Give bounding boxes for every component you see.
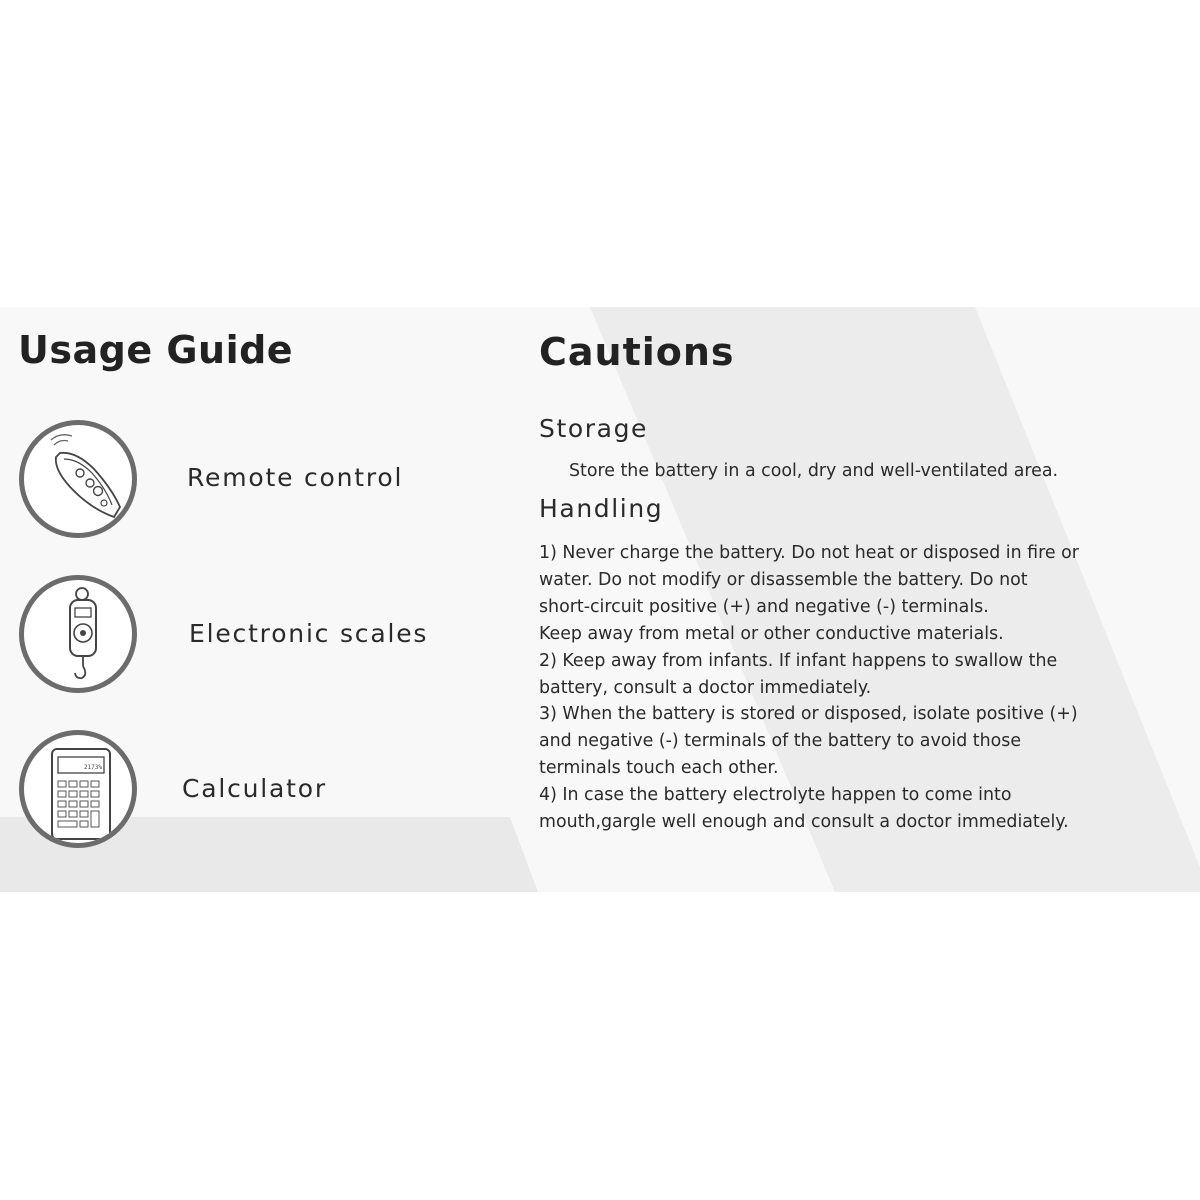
usage-label-electronic-scales: Electronic scales [189, 619, 429, 648]
usage-label-calculator: Calculator [182, 774, 327, 803]
handling-line: mouth,gargle well enough and consult a doctor immediately. [539, 812, 1069, 833]
handling-text [539, 540, 1169, 836]
calculator-display: 2173% [83, 764, 102, 771]
handling-heading: Handling [539, 494, 664, 523]
handling-line: battery, consult a doctor immediately. [539, 677, 872, 698]
remote-control-icon [19, 420, 137, 538]
electronic-scale-icon [19, 575, 137, 693]
handling-line: water. Do not modify or disassemble the battery. Do not [539, 569, 1028, 590]
cautions-title: Cautions [539, 330, 735, 374]
handling-line: 4) In case the battery electrolyte happen to come into [539, 785, 1012, 806]
handling-line: 2) Keep away from infants. If infant happens to swallow the [539, 650, 1058, 671]
handling-line: short-circuit positive (+) and negative (-) terminals. [539, 596, 989, 617]
handling-line: terminals touch each other. [539, 758, 779, 779]
usage-guide-title: Usage Guide [18, 328, 294, 372]
calculator-icon [19, 730, 137, 848]
handling-line: and negative (-) terminals of the battery to avoid those [539, 731, 1022, 752]
storage-heading: Storage [539, 414, 649, 443]
usage-label-remote-control: Remote control [187, 463, 404, 492]
handling-line: Keep away from metal or other conductive materials. [539, 623, 1004, 644]
storage-text: Store the battery in a cool, dry and well-ventilated area. [569, 461, 1059, 481]
handling-line: 3) When the battery is stored or disposed, isolate positive (+) [539, 704, 1078, 725]
handling-line: 1) Never charge the battery. Do not heat or disposed in fire or [539, 543, 1079, 563]
